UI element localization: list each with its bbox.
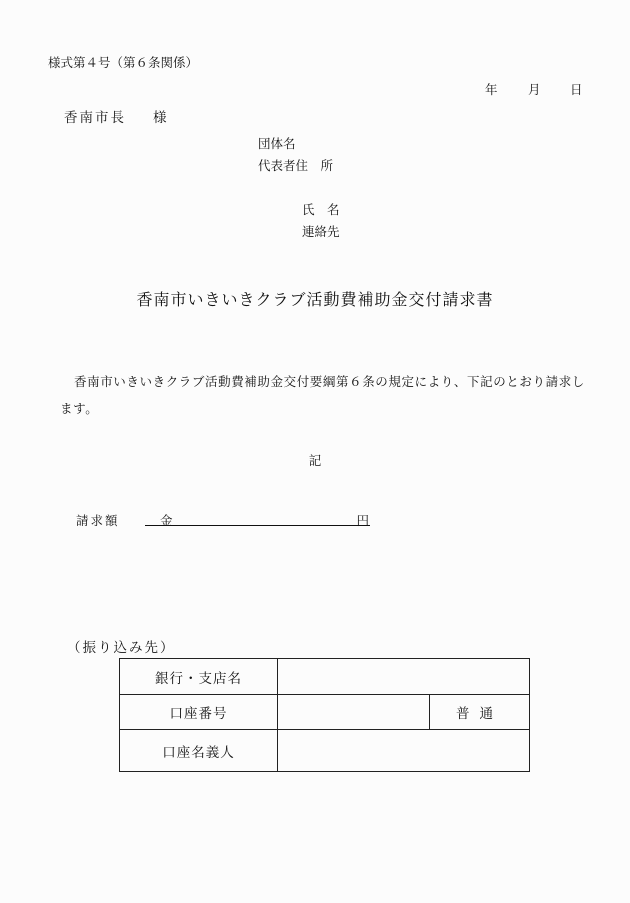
addressee-name: 香南市長 <box>64 110 126 126</box>
account-number-label: 口座番号 <box>120 695 278 730</box>
representative-address-label: 代表者住 所 <box>258 158 334 173</box>
table-row-bank-branch <box>120 659 530 695</box>
addressee-honorific: 様 <box>153 110 167 126</box>
account-number-field[interactable] <box>278 695 430 730</box>
table-row-account-holder <box>120 730 530 772</box>
date-year-label: 年 <box>485 82 498 97</box>
account-holder-label: 口座名義人 <box>120 730 278 772</box>
claim-amount-label: 請求額 <box>76 513 120 528</box>
form-number: 様式第４号（第６条関係） <box>48 55 199 70</box>
bank-branch-field[interactable] <box>278 659 530 695</box>
claim-amount-suffix: 円 <box>356 513 369 528</box>
contact-label: 連絡先 <box>302 224 340 239</box>
ki-heading: 記 <box>308 453 322 468</box>
date-month-label: 月 <box>528 82 541 97</box>
bank-details-table <box>119 658 530 772</box>
account-holder-field[interactable] <box>278 730 530 772</box>
bank-section-heading: （振り込み先） <box>67 640 176 656</box>
account-type-label: 普通 <box>430 695 530 730</box>
bank-branch-label: 銀行・支店名 <box>120 659 278 695</box>
representative-name-label: 氏 名 <box>302 202 340 217</box>
request-body-text: 香南市いきいきクラブ活動費補助金交付要綱第６条の規定により、下記のとおり請求します。 <box>60 374 585 416</box>
document-title: 香南市いきいきクラブ活動費補助金交付請求書 <box>136 290 494 309</box>
date-day-label: 日 <box>570 82 583 97</box>
claim-amount-field[interactable] <box>145 511 370 526</box>
claim-amount-prefix: 金 <box>160 513 173 528</box>
table-row-account-number <box>120 695 530 730</box>
group-name-label: 団体名 <box>258 136 296 151</box>
